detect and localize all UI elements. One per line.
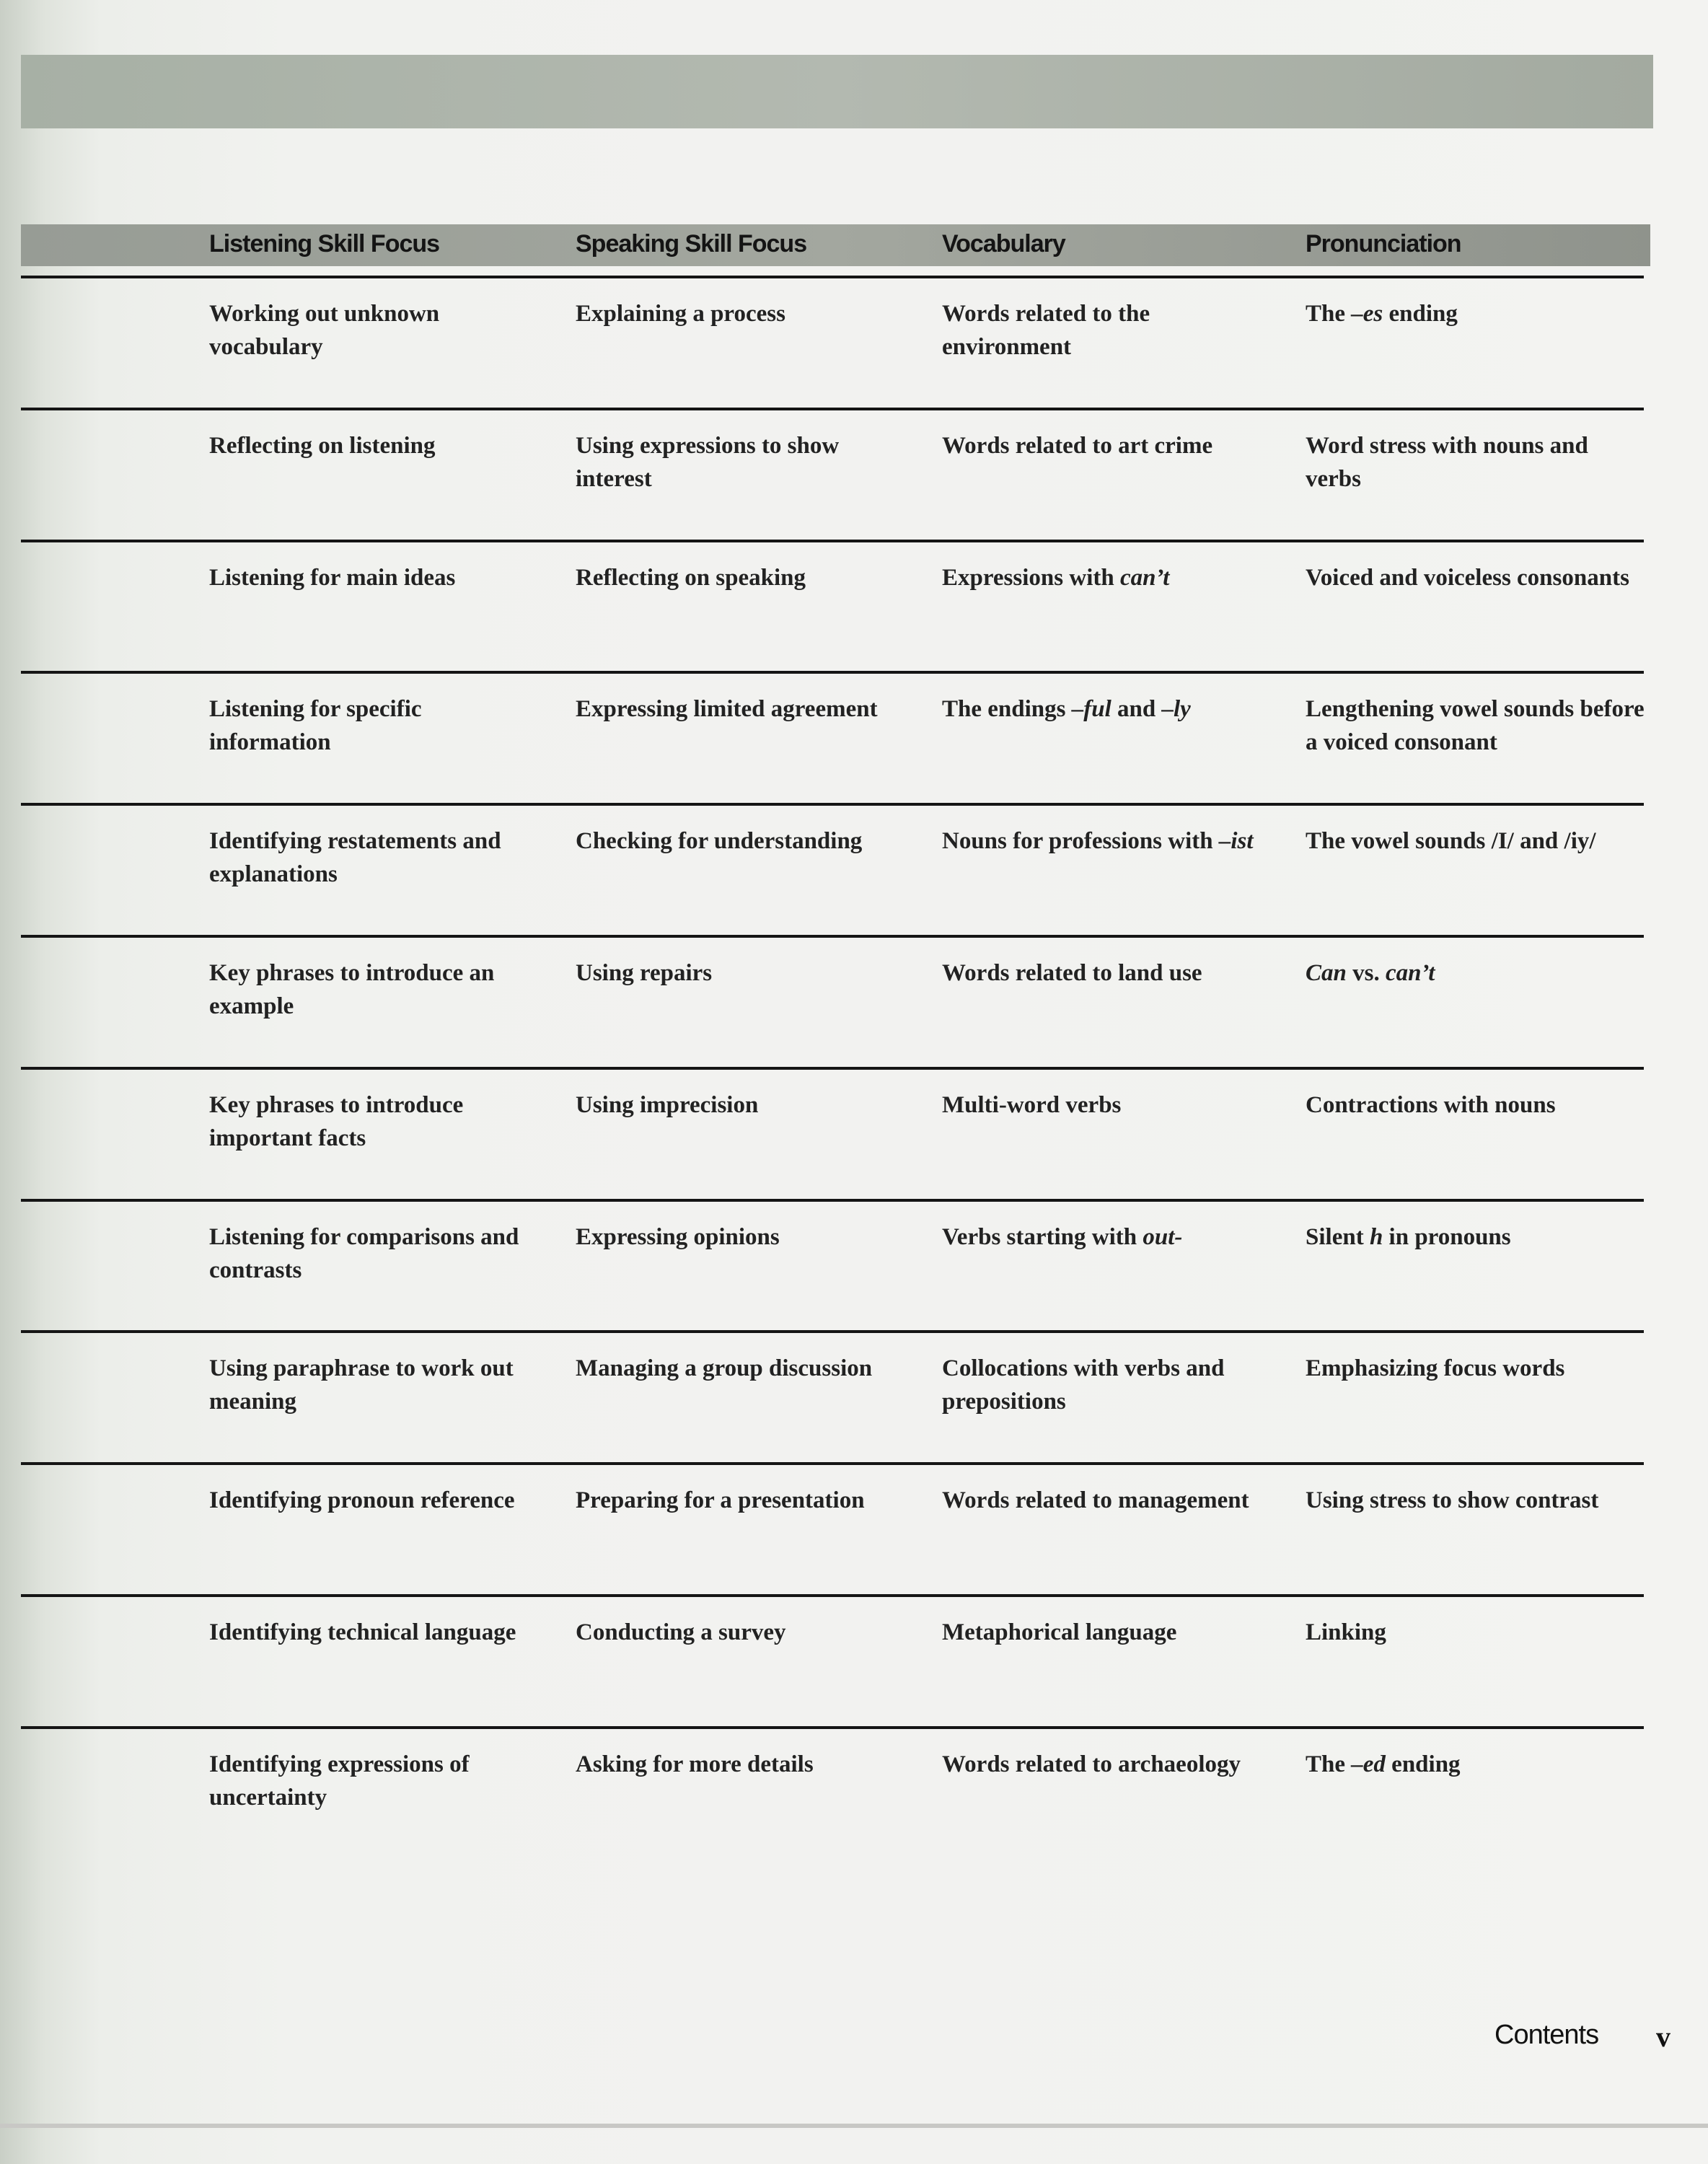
cell-speaking bbox=[576, 1616, 915, 1649]
cell-text: out- bbox=[1143, 1223, 1183, 1250]
cell-text: Using expressions to show interest bbox=[576, 432, 840, 492]
cell-text: The bbox=[1306, 1751, 1352, 1777]
header-vocabulary: Vocabulary bbox=[942, 230, 1065, 258]
cell-text: ending bbox=[1385, 1751, 1461, 1777]
cell-text: Word stress with nouns and verbs bbox=[1306, 432, 1588, 492]
cell-listening bbox=[209, 429, 548, 462]
table-row bbox=[21, 803, 1644, 937]
cell-pronunciation bbox=[1306, 824, 1645, 858]
cell-speaking bbox=[576, 297, 915, 330]
cell-text: Identifying restatements and explanations bbox=[209, 828, 501, 888]
header-listening: Listening Skill Focus bbox=[209, 230, 440, 258]
cell-text: Words related to management bbox=[942, 1487, 1249, 1514]
header-speaking: Speaking Skill Focus bbox=[576, 230, 807, 258]
cell-listening bbox=[209, 692, 548, 759]
cell-text: –ly bbox=[1161, 696, 1191, 723]
cell-listening bbox=[209, 824, 548, 891]
cell-text: Expressing limited agreement bbox=[576, 696, 878, 723]
cell-speaking bbox=[576, 692, 915, 726]
cell-text: can’t bbox=[1385, 960, 1435, 986]
cell-text: Contractions with nouns bbox=[1306, 1091, 1556, 1118]
cell-pronunciation bbox=[1306, 1484, 1645, 1517]
cell-listening bbox=[209, 561, 548, 594]
header-pronunciation: Pronunciation bbox=[1306, 230, 1461, 258]
table-row bbox=[21, 671, 1644, 805]
table-header bbox=[21, 224, 1650, 266]
cell-text: can’t bbox=[1119, 564, 1170, 591]
cell-pronunciation bbox=[1306, 297, 1645, 330]
cell-text: Silent bbox=[1306, 1223, 1370, 1250]
cell-text: –ist bbox=[1218, 828, 1254, 855]
cell-listening bbox=[209, 1220, 548, 1287]
cell-speaking bbox=[576, 824, 915, 858]
cell-speaking bbox=[576, 1352, 915, 1385]
cell-vocabulary bbox=[942, 1616, 1281, 1649]
cell-pronunciation bbox=[1306, 1748, 1645, 1781]
cell-vocabulary bbox=[942, 561, 1281, 594]
cell-text: –es bbox=[1351, 301, 1383, 327]
cell-text: ending bbox=[1383, 301, 1458, 327]
table-row bbox=[21, 540, 1644, 674]
cell-text: Multi-word verbs bbox=[942, 1091, 1122, 1118]
cell-text: Key phrases to introduce important facts bbox=[209, 1091, 464, 1151]
cell-vocabulary bbox=[942, 297, 1281, 364]
cell-text: Can bbox=[1306, 960, 1347, 986]
cell-text: Words related to art crime bbox=[942, 432, 1213, 459]
cell-text: The endings bbox=[942, 696, 1072, 723]
cell-text: Voiced and voiceless consonants bbox=[1306, 564, 1629, 591]
table-row bbox=[21, 1594, 1644, 1728]
cell-listening bbox=[209, 1748, 548, 1814]
table-row bbox=[21, 935, 1644, 1069]
cell-speaking bbox=[576, 1748, 915, 1781]
cell-vocabulary bbox=[942, 1484, 1281, 1517]
cell-text: Expressing opinions bbox=[576, 1223, 780, 1250]
table-row bbox=[21, 276, 1644, 410]
cell-listening bbox=[209, 297, 548, 364]
cell-vocabulary bbox=[942, 429, 1281, 462]
table-row bbox=[21, 1067, 1644, 1201]
cell-pronunciation bbox=[1306, 1616, 1645, 1649]
cell-text: Words related to the environment bbox=[942, 301, 1150, 360]
cell-text: Preparing for a presentation bbox=[576, 1487, 865, 1514]
cell-speaking bbox=[576, 956, 915, 990]
cell-vocabulary bbox=[942, 1220, 1281, 1254]
cell-pronunciation bbox=[1306, 429, 1645, 496]
cell-vocabulary bbox=[942, 956, 1281, 990]
cell-listening bbox=[209, 1352, 548, 1418]
cell-text: Identifying technical language bbox=[209, 1619, 516, 1645]
cell-text: Managing a group discussion bbox=[576, 1355, 873, 1382]
cell-text: Checking for understanding bbox=[576, 828, 863, 855]
cell-text: Using repairs bbox=[576, 960, 713, 986]
cell-listening bbox=[209, 1088, 548, 1155]
cell-text: The bbox=[1306, 301, 1352, 327]
cell-pronunciation bbox=[1306, 1352, 1645, 1385]
cell-speaking bbox=[576, 1484, 915, 1517]
table-row bbox=[21, 408, 1644, 542]
cell-text: –ed bbox=[1351, 1751, 1386, 1777]
cell-listening bbox=[209, 956, 548, 1023]
cell-speaking bbox=[576, 429, 915, 496]
cell-text: Asking for more details bbox=[576, 1751, 814, 1777]
cell-text: h bbox=[1369, 1223, 1383, 1250]
cell-text: Listening for comparisons and contrasts bbox=[209, 1223, 519, 1283]
table-row bbox=[21, 1330, 1644, 1464]
cell-text: Expressions with bbox=[942, 564, 1120, 591]
cell-text: Key phrases to introduce an example bbox=[209, 960, 495, 1019]
table-row bbox=[21, 1726, 1644, 1860]
cell-vocabulary bbox=[942, 824, 1281, 858]
cell-text: in pronouns bbox=[1383, 1223, 1511, 1250]
page-edge bbox=[0, 2124, 1708, 2128]
cell-text: Emphasizing focus words bbox=[1306, 1355, 1565, 1382]
cell-text: Listening for main ideas bbox=[209, 564, 456, 591]
cell-pronunciation bbox=[1306, 561, 1645, 594]
cell-text: Linking bbox=[1306, 1619, 1386, 1645]
top-banner bbox=[21, 55, 1653, 128]
cell-speaking bbox=[576, 1088, 915, 1122]
cell-text: Using imprecision bbox=[576, 1091, 759, 1118]
cell-text: Metaphorical language bbox=[942, 1619, 1177, 1645]
cell-listening bbox=[209, 1616, 548, 1649]
cell-text: Verbs starting with bbox=[942, 1223, 1143, 1250]
cell-text: Nouns for professions with bbox=[942, 828, 1219, 855]
cell-pronunciation bbox=[1306, 1088, 1645, 1122]
cell-text: Conducting a survey bbox=[576, 1619, 786, 1645]
cell-pronunciation bbox=[1306, 956, 1645, 990]
cell-text: Reflecting on speaking bbox=[576, 564, 806, 591]
cell-pronunciation bbox=[1306, 1220, 1645, 1254]
page-number: v bbox=[1656, 2020, 1670, 2053]
cell-text: Using stress to show contrast bbox=[1306, 1487, 1599, 1514]
cell-speaking bbox=[576, 1220, 915, 1254]
cell-text: and bbox=[1111, 696, 1162, 723]
table-row bbox=[21, 1462, 1644, 1596]
cell-text: The vowel sounds /I/ and /iy/ bbox=[1306, 828, 1596, 855]
table-row bbox=[21, 1199, 1644, 1333]
cell-text: Words related to archaeology bbox=[942, 1751, 1241, 1777]
cell-text: Listening for specific information bbox=[209, 696, 422, 756]
cell-text: Identifying pronoun reference bbox=[209, 1487, 515, 1514]
cell-text: Explaining a process bbox=[576, 301, 785, 327]
cell-text: Words related to land use bbox=[942, 960, 1202, 986]
cell-listening bbox=[209, 1484, 548, 1517]
cell-speaking bbox=[576, 561, 915, 594]
cell-text: vs. bbox=[1346, 960, 1386, 986]
cell-text: –ful bbox=[1071, 696, 1111, 723]
cell-vocabulary bbox=[942, 1352, 1281, 1418]
cell-pronunciation bbox=[1306, 692, 1645, 759]
cell-text: Collocations with verbs and prepositions bbox=[942, 1355, 1225, 1415]
cell-text: Using paraphrase to work out meaning bbox=[209, 1355, 514, 1415]
cell-vocabulary bbox=[942, 1748, 1281, 1781]
cell-text: Lengthening vowel sounds before a voiced consonant bbox=[1306, 696, 1645, 756]
cell-vocabulary bbox=[942, 1088, 1281, 1122]
cell-text: Reflecting on listening bbox=[209, 432, 436, 459]
cell-text: Working out unknown vocabulary bbox=[209, 301, 440, 360]
cell-vocabulary bbox=[942, 692, 1281, 726]
cell-text: Identifying expressions of uncertainty bbox=[209, 1751, 470, 1811]
footer-contents-label: Contents bbox=[1494, 2020, 1599, 2050]
